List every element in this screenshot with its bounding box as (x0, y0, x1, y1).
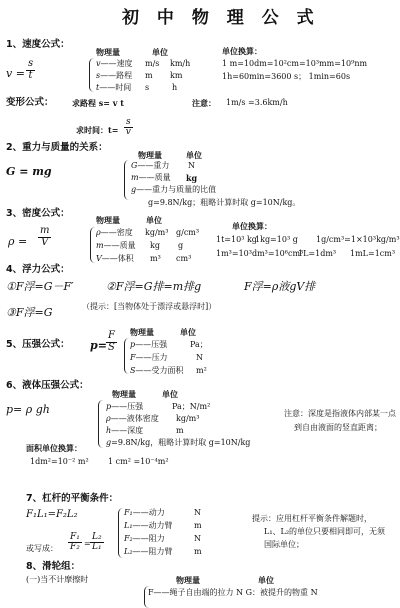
unit: g/cm³ (176, 228, 200, 237)
col-quantity: 物理量 (96, 47, 120, 57)
unit: m (194, 547, 202, 556)
speed-conversion-note: 1m/s =3.6km/h (226, 98, 288, 107)
buoyancy-tip: （提示：[当物体处于漂浮或悬浮时]） (82, 302, 217, 311)
unit: km/h (170, 59, 191, 68)
section-heading-gravity: 2、重力与质量的关系： (6, 142, 108, 153)
row-volume: V——体积 (96, 254, 134, 263)
brace (89, 58, 94, 92)
time-variant-label: 求时间：t= (76, 125, 119, 135)
brace (118, 508, 123, 558)
row-gravity: G——重力 (131, 161, 170, 170)
unit: m³ (150, 254, 161, 263)
unit: Pa； (190, 340, 208, 349)
col-quantity: 物理量 (176, 575, 200, 585)
unit: g (178, 241, 184, 250)
brace (124, 338, 129, 374)
lever-formula: F₁L₁=F₂L₂ (26, 509, 78, 520)
unit: kg/m³ (176, 414, 200, 423)
row-load-arm: L₂——阻力臂 (124, 547, 173, 556)
lever-alt-label: 或写成： (26, 544, 58, 553)
row-g-value: g=9.8N/kg，粗略计算时取 g=10N/kg (106, 438, 251, 447)
speed-formula-lhs: v = (6, 67, 25, 80)
unit: kg (150, 241, 160, 250)
section-heading-density: 3、密度公式： (6, 208, 70, 219)
row-g-ratio: g——重力与质量的比值 (131, 185, 217, 194)
equals-sign: = (84, 539, 91, 548)
volume-conversion: 1m³=10³dm³=10⁶cm³ (216, 249, 304, 258)
variant-distance: 求路程 s= v t (72, 98, 124, 108)
section-heading-speed: 1、速度公式： (6, 39, 70, 50)
page-title: 初 中 物 理 公 式 (122, 8, 320, 28)
density-fraction: $\frac{m}{V}$ (40, 225, 50, 248)
buoyancy-formula-2: ②F浮=G排=m排g (106, 280, 202, 293)
unit: m/s (145, 59, 160, 68)
unit: cm³ (176, 254, 192, 263)
unit: m (145, 71, 153, 80)
mass-conversion: 1kg=10³ g (255, 235, 298, 244)
depth-note-line2: 到自由液面的竖直距离； (294, 423, 382, 432)
mass-conversion: 1t=10³ kg (216, 235, 257, 244)
lever-tip-line2: L₁、L₂的单位只要相同即可，无须 (264, 527, 386, 536)
unit: Pa；N/m² (172, 402, 211, 411)
unit: km (170, 71, 183, 80)
unit: s (145, 83, 150, 92)
brace (124, 160, 129, 200)
row-area: S——受力面积 (130, 366, 184, 375)
unit: kg/m³ (145, 228, 169, 237)
col-quantity: 物理量 (96, 215, 120, 225)
unit: kg (186, 173, 198, 183)
length-conversion: 1 m=10dm=10²cm=10³mm=10⁹nm (222, 59, 368, 68)
unit: N (194, 534, 201, 543)
pressure-formula-lhs: p= (90, 339, 107, 352)
area-conversion-label: 面积单位换算： (26, 443, 82, 453)
row-density: ρ——密度 (96, 228, 133, 237)
lever-tip-line3: 国际单位； (264, 540, 304, 549)
brace (90, 227, 95, 263)
unit: m² (196, 366, 207, 375)
row-distance: s——路程 (96, 71, 133, 80)
depth-note-line1: 注意：深度是指液体内部某一点 (284, 409, 396, 418)
g-value-note: g=9.8N/kg；粗略计算时取 g=10N/kg。 (148, 198, 301, 207)
unit: m (176, 426, 184, 435)
row-speed: v——速度 (96, 59, 133, 68)
brace (98, 400, 103, 448)
col-unit: 单位 (162, 389, 178, 399)
pressure-fraction: $\frac{F}{S}$ (108, 330, 115, 353)
lever-tip-line1: 提示：应用杠杆平衡条件解题时， (252, 514, 372, 523)
buoyancy-formula-3: F浮=ρ液gV排 (244, 280, 316, 293)
time-conversion: 1h=60min=3600 s； 1min=60s (222, 72, 351, 81)
buoyancy-formula-4: ③F浮=G (6, 306, 53, 319)
pulley-subheading: (一)当不计摩擦时 (26, 575, 89, 584)
col-unit: 单位 (180, 327, 196, 337)
liquid-pressure-formula: p= ρ gh (6, 403, 50, 416)
section-heading-pulley: 8、滑轮组： (26, 561, 81, 572)
variant-label: 变形公式： (6, 97, 54, 108)
lever-ratio-left: $\frac{\text{F₁}}{\text{F₂}}$ (70, 532, 80, 553)
note-label: 注意： (192, 98, 216, 108)
row-pull-force: F——绳子自由端的拉力 N G：被提升的物重 N (148, 588, 318, 597)
col-conversion: 单位换算： (222, 46, 262, 56)
section-heading-liquid-pressure: 6、液体压强公式： (6, 380, 89, 391)
row-effort-arm: L₁——动力臂 (124, 521, 173, 530)
row-liquid-density: ρ——液体密度 (106, 414, 159, 423)
volume-conversion: 1L=1dm³ (298, 249, 337, 258)
col-quantity: 物理量 (112, 389, 136, 399)
gravity-formula: G = mg (6, 165, 52, 178)
col-unit: 单位 (258, 575, 274, 585)
unit: N (196, 353, 203, 362)
lever-ratio-right: $\frac{\text{L₂}}{\text{L₁}}$ (92, 532, 102, 553)
unit: N (194, 508, 201, 517)
time-fraction: $\frac{s}{v}$ (125, 117, 131, 138)
speed-fraction: $\frac{s}{t}$ (28, 58, 34, 81)
volume-conversion: 1mL=1cm³ (350, 249, 396, 258)
section-heading-buoyancy: 4、浮力公式： (6, 264, 70, 275)
density-formula-lhs: ρ = (8, 235, 28, 248)
col-conversion: 单位换算： (232, 221, 272, 231)
row-mass: m——质量 (96, 241, 136, 250)
density-conversion: 1g/cm³=1×10³kg/m³ (316, 235, 400, 244)
row-force: F——压力 (130, 353, 168, 362)
unit: h (172, 83, 178, 92)
buoyancy-formula-1: ①F浮=G－F′ (6, 280, 74, 293)
area-conversion-dm: 1dm²=10⁻² m² (30, 457, 89, 466)
row-effort: F₁——动力 (124, 508, 165, 517)
row-depth: h——深度 (106, 426, 144, 435)
area-conversion-cm: 1 cm² =10⁻⁴m² (108, 457, 169, 466)
row-time: t——时间 (96, 83, 132, 92)
row-pressure: p——压强 (106, 402, 144, 411)
col-quantity: 物理量 (130, 327, 154, 337)
row-mass: m——质量 (131, 173, 171, 182)
unit: N (188, 161, 195, 170)
row-pressure: p——压强 (130, 340, 168, 349)
section-heading-lever: 7、杠杆的平衡条件： (26, 493, 119, 504)
col-unit: 单位 (146, 215, 162, 225)
col-unit: 单位 (152, 47, 168, 57)
col-quantity: 物理量 (138, 150, 162, 160)
col-unit: 单位 (186, 150, 202, 160)
row-load: F₂——阻力 (124, 534, 165, 543)
unit: m (194, 521, 202, 530)
section-heading-pressure: 5、压强公式： (6, 339, 70, 350)
